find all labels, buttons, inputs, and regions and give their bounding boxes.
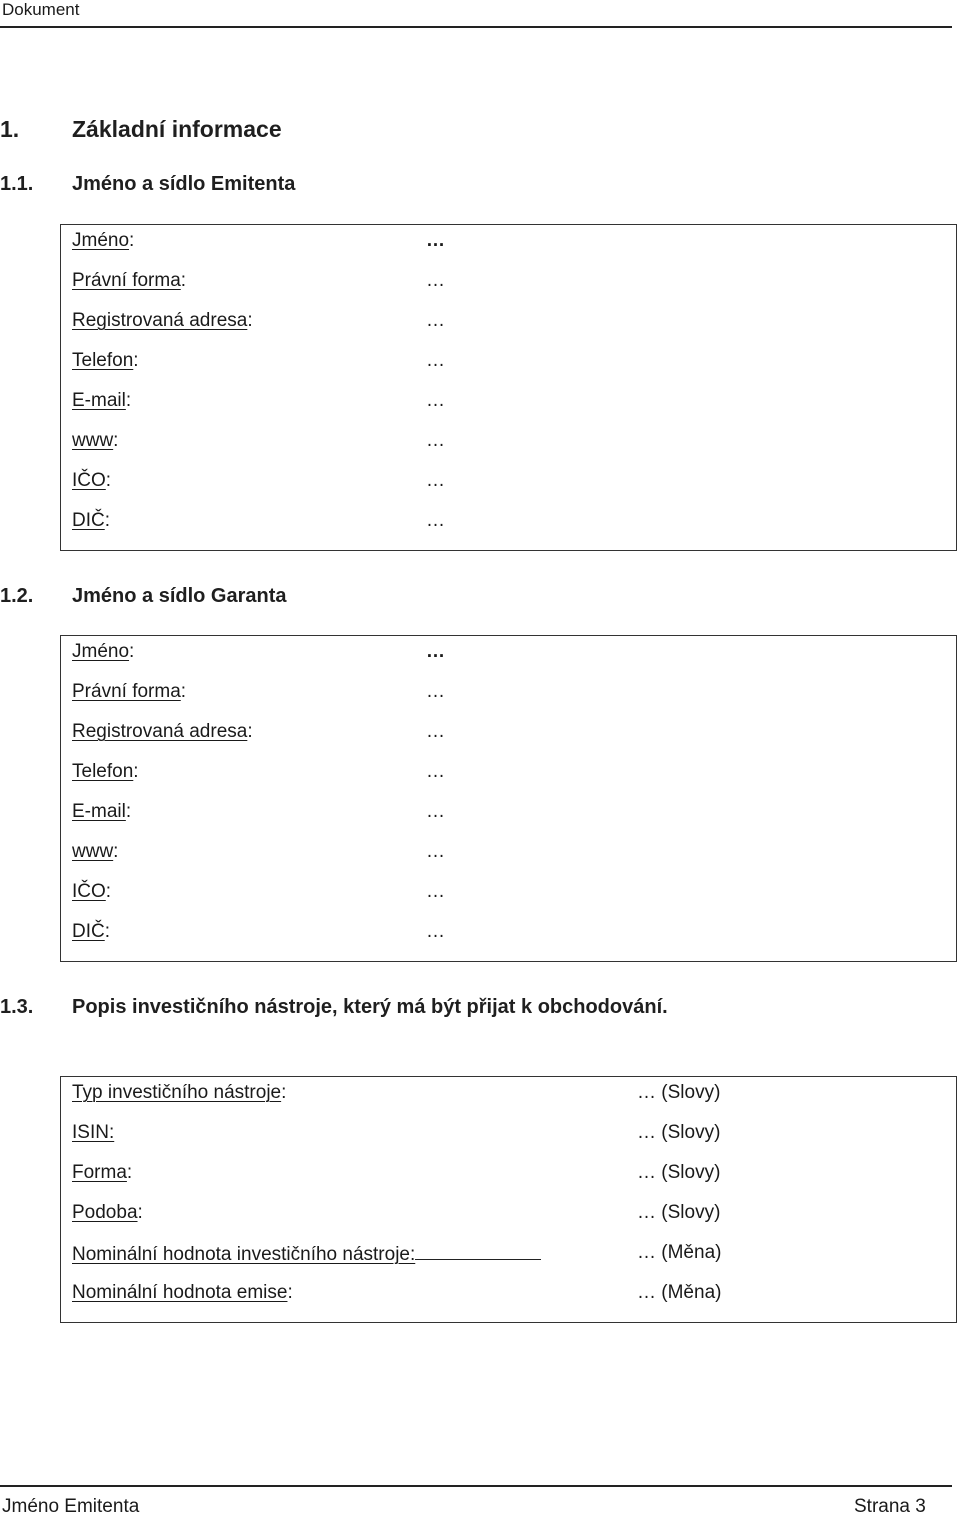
subsection-number: 1.2. <box>0 585 34 607</box>
field-label: Jméno: <box>72 641 135 662</box>
field-label: IČO: <box>72 881 112 902</box>
field-value[interactable]: … <box>426 230 445 251</box>
page-number: Strana 3 <box>854 1496 926 1517</box>
field-label: Podoba: <box>72 1202 143 1223</box>
subsection-title: Jméno a sídlo Garanta <box>72 585 287 607</box>
field-value[interactable]: … <box>426 721 445 742</box>
field-label: Registrovaná adresa: <box>72 721 253 742</box>
field-label: Registrovaná adresa: <box>72 310 253 331</box>
field-value[interactable]: … (Slovy) <box>637 1082 721 1103</box>
subsection-number: 1.3. <box>0 996 34 1018</box>
field-label: Typ investičního nástroje: <box>72 1082 287 1103</box>
field-label: www: <box>72 841 119 862</box>
field-label: IČO: <box>72 470 112 491</box>
blank-line <box>415 1242 541 1260</box>
field-value[interactable]: … <box>426 841 445 862</box>
field-label: ISIN: <box>72 1122 115 1143</box>
field-label: E-mail: <box>72 801 132 822</box>
field-value[interactable]: … <box>426 761 445 782</box>
subsection-title: Popis investičního nástroje, který má být přijat k obchodování. <box>72 996 668 1018</box>
field-label: Forma: <box>72 1162 133 1183</box>
emitent-info-box <box>60 224 957 551</box>
field-value[interactable]: … <box>426 801 445 822</box>
field-value[interactable]: … <box>426 510 445 531</box>
field-label: Jméno: <box>72 230 135 251</box>
field-label: Právní forma: <box>72 270 187 291</box>
document-header: Dokument <box>2 0 80 19</box>
field-label: DIČ: <box>72 510 111 531</box>
field-label: Právní forma: <box>72 681 187 702</box>
field-value[interactable]: … (Měna) <box>637 1282 722 1303</box>
field-value[interactable]: … (Slovy) <box>637 1162 721 1183</box>
field-value[interactable]: … <box>426 310 445 331</box>
footer-divider <box>0 1485 952 1487</box>
field-label: Telefon: <box>72 761 139 782</box>
field-value[interactable]: … (Slovy) <box>637 1202 721 1223</box>
field-label: Nominální hodnota emise: <box>72 1282 293 1303</box>
field-label: Nominální hodnota investičního nástroje: <box>72 1242 541 1266</box>
field-label: DIČ: <box>72 921 111 942</box>
field-label: Telefon: <box>72 350 139 371</box>
field-value[interactable]: … <box>426 390 445 411</box>
instrument-info-box <box>60 1076 957 1323</box>
section-title: Základní informace <box>72 116 282 142</box>
field-label: www: <box>72 430 119 451</box>
field-label: E-mail: <box>72 390 132 411</box>
subsection-title: Jméno a sídlo Emitenta <box>72 173 296 195</box>
section-number: 1. <box>0 116 20 142</box>
header-divider <box>0 26 952 28</box>
field-value[interactable]: … (Slovy) <box>637 1122 721 1143</box>
field-value[interactable]: … <box>426 270 445 291</box>
field-value[interactable]: … <box>426 350 445 371</box>
field-value[interactable]: … <box>426 430 445 451</box>
field-value[interactable]: … <box>426 921 445 942</box>
field-value[interactable]: … <box>426 681 445 702</box>
footer-issuer-name: Jméno Emitenta <box>2 1496 140 1517</box>
field-value[interactable]: … <box>426 881 445 902</box>
garant-info-box <box>60 635 957 962</box>
subsection-number: 1.1. <box>0 173 34 195</box>
field-value[interactable]: … <box>426 641 445 662</box>
field-value[interactable]: … (Měna) <box>637 1242 722 1263</box>
field-value[interactable]: … <box>426 470 445 491</box>
